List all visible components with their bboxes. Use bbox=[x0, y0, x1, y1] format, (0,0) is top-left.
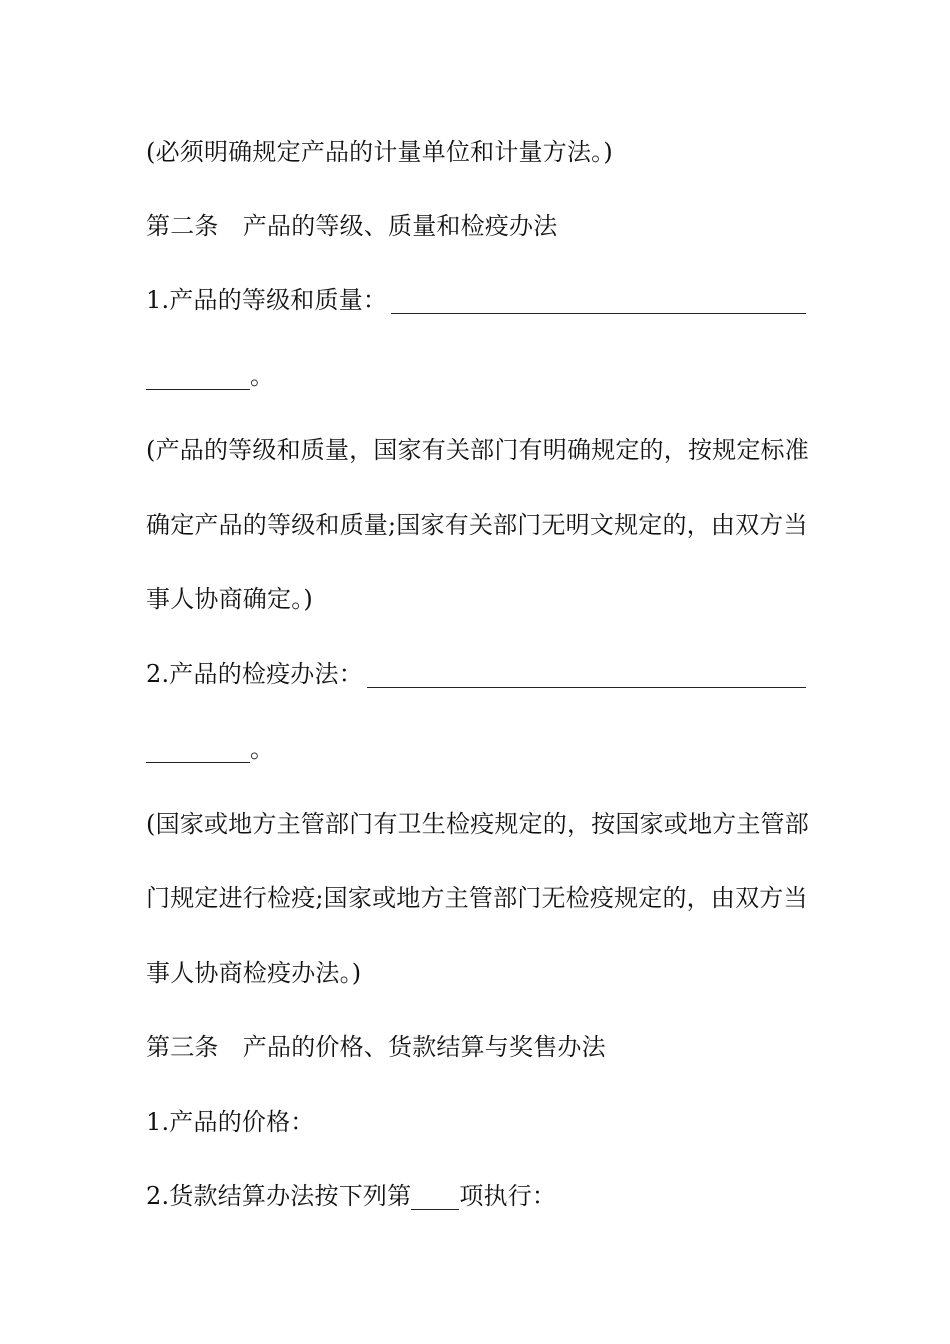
item-2-2-period: 。 bbox=[250, 735, 275, 763]
item-2-1-label: 1.产品的等级和质量： bbox=[146, 286, 388, 314]
note-measurement: (必须明确规定产品的计量单位和计量方法。) bbox=[146, 138, 613, 166]
note-2-1-line-3: 事人协商确定。) bbox=[146, 585, 313, 613]
item-3-2-suffix: 项执行： bbox=[459, 1182, 557, 1210]
item-2-2-blank-continued bbox=[146, 738, 250, 763]
item-2-1-blank-continued bbox=[146, 365, 250, 390]
note-2-2-line-3: 事人协商检疫办法。) bbox=[146, 959, 362, 987]
item-2-2-line bbox=[146, 658, 806, 690]
item-2-1-period: 。 bbox=[250, 362, 275, 390]
item-2-1-line bbox=[146, 284, 806, 316]
note-2-2-line-1: (国家或地方主管部门有卫生检疫规定的，按国家或地方主管部 bbox=[146, 810, 809, 838]
item-3-2-line bbox=[146, 1180, 806, 1212]
item-3-2-blank bbox=[411, 1185, 459, 1210]
article-2-heading: 第二条 产品的等级、质量和检疫办法 bbox=[146, 212, 558, 240]
article-3-heading: 第三条 产品的价格、货款结算与奖售办法 bbox=[146, 1033, 606, 1061]
item-2-1-continuation bbox=[146, 360, 806, 392]
item-3-2-prefix: 2.货款结算办法按下列第 bbox=[146, 1182, 412, 1210]
item-3-1: 1.产品的价格： bbox=[146, 1108, 315, 1136]
note-2-2-line-2: 门规定进行检疫;国家或地方主管部门无检疫规定的，由双方当 bbox=[146, 884, 808, 912]
item-2-1-blank bbox=[391, 289, 806, 314]
note-2-1-line-1: (产品的等级和质量，国家有关部门有明确规定的，按规定标准 bbox=[146, 436, 809, 464]
item-2-2-label: 2.产品的检疫办法： bbox=[146, 660, 363, 688]
note-2-1-line-2: 确定产品的等级和质量;国家有关部门无明文规定的，由双方当 bbox=[146, 511, 808, 539]
item-2-2-continuation bbox=[146, 733, 806, 765]
item-2-2-blank bbox=[367, 663, 806, 688]
